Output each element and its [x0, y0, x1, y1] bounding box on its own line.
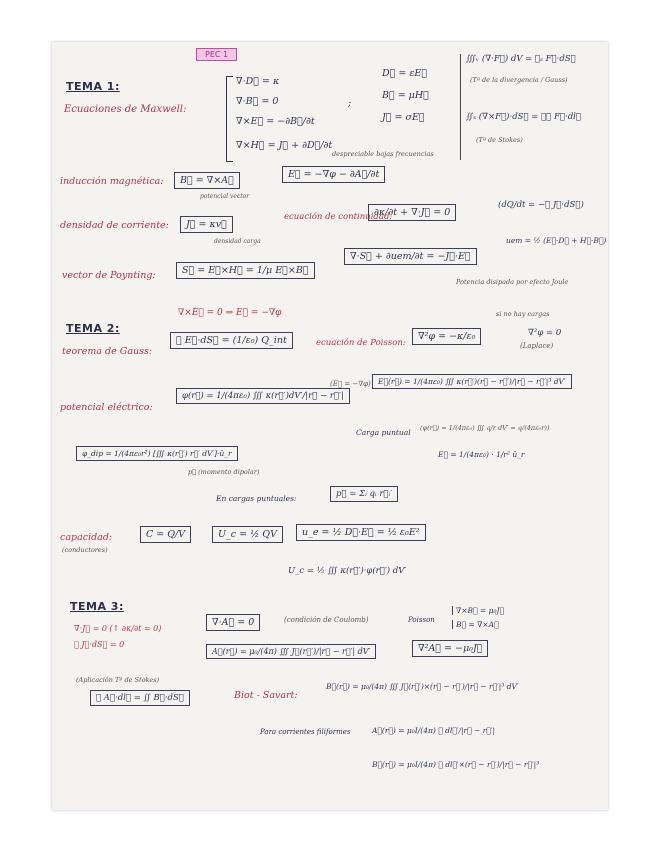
constitutive-3: J⃗ = σE⃗ [382, 112, 425, 123]
poynting-eq: S⃗ = E⃗×H⃗ = 1/μ E⃗×B⃗ [176, 262, 315, 279]
constitutive-1: D⃗ = εE⃗ [382, 68, 428, 79]
poynting-label: vector de Poynting: [62, 270, 156, 281]
induccion-label: inducción magnética: [60, 176, 164, 187]
maxwell-eq-3: ∇×E⃗ = −∂B⃗/∂t [236, 116, 315, 127]
densidad-carga-note: densidad carga [214, 238, 261, 245]
divider-line [460, 54, 461, 160]
poisson-a-eq: ∇²A⃗ = −μ₀J⃗ [412, 640, 488, 657]
maxwell-bracket [226, 76, 233, 162]
tema1-title: TEMA 1: [66, 80, 120, 93]
puntuales-eq: p⃗ = Σᵢ qᵢ r⃗ᵢ′ [330, 486, 398, 502]
gauss-theorem-note: (Tª de la divergencia / Gauss) [470, 76, 568, 84]
dipolo-eq: φ_dip = 1/(4πε₀r²) [∭ κ(r⃗′) r⃗′ dV′]·û_r [76, 446, 238, 461]
div-j-eq: ∇·J⃗ = 0 (↑ ∂κ/∂t = 0) [74, 624, 162, 633]
potencial-eq: φ(r⃗) = 1/(4πε₀) ∭ κ(r⃗′)dV′/|r⃗ − r⃗′| [176, 388, 350, 404]
stokes-theorem: ∬ₛ (∇×F⃗)·dS⃗ = ∮꜀ F⃗·dl⃗ [466, 112, 581, 122]
densidad-eq: J⃗ = κv⃗ [180, 216, 233, 233]
filiformes-a-eq: A⃗(r⃗) = μ₀I/(4π) ∮ dl⃗′/|r⃗ − r⃗′| [372, 726, 496, 735]
potencial-label: potencial eléctrico: [60, 402, 153, 413]
flux-j-eq: ∯ J⃗·dS⃗ = 0 [74, 640, 125, 649]
tema2-title: TEMA 2: [66, 322, 120, 335]
maxwell-eq-2: ∇·B⃗ = 0 [236, 96, 279, 107]
poisson-label: ecuación de Poisson: [316, 338, 406, 348]
maxwell-eq-1: ∇·D⃗ = κ [236, 76, 280, 87]
stokes-application-eq: ∮ A⃗·dl⃗ = ∬ B⃗·dS⃗ [90, 690, 190, 706]
gauss-label: teorema de Gauss: [62, 346, 153, 357]
coulomb-eq: ∇·A⃗ = 0 [206, 614, 260, 631]
rot-zero-eq: ∇×E⃗ = 0 ⇒ E⃗ = −∇φ [178, 308, 282, 318]
poynting-balance-eq: ∇·S⃗ + ∂uem/∂t = −J⃗·E⃗ [344, 248, 477, 265]
maxwell-eq-4: ∇×H⃗ = J⃗ + ∂D⃗/∂t [236, 140, 333, 151]
induccion-eq: B⃗ = ∇×A⃗ [174, 172, 240, 189]
no-charge-note: si no hay cargas [496, 310, 550, 318]
potencial-vector-note: potencial vector [200, 193, 250, 200]
pec-badge: PEC 1 [196, 48, 237, 61]
stokes-application-note: (Aplicación Tª de Stokes) [76, 676, 160, 684]
filiformes-label: Para corrientes filiformes [260, 728, 351, 736]
energia-eq: U_c = ½ QV [212, 526, 283, 543]
continuidad-integral: (dQ/dt = −∯ J⃗·dS⃗) [498, 200, 584, 210]
laplace-eq: ∇²φ = 0 [528, 328, 562, 338]
laplace-note: (Laplace) [520, 342, 554, 350]
capacidad-label: capacidad: [60, 532, 113, 543]
puntuales-label: En cargas puntuales: [216, 494, 297, 503]
capacidad-eq: C = Q/V [140, 526, 191, 543]
arrow-note: (E⃗ = −∇φ) [330, 380, 371, 388]
stokes-theorem-note: (Tª de Stokes) [476, 136, 523, 144]
maxwell-note: despreciable bajas frecuencias [332, 150, 434, 158]
carga-puntual-label: Carga puntual [356, 428, 411, 437]
maxwell-label: Ecuaciones de Maxwell: [64, 104, 187, 115]
coulomb-note: (condición de Coulomb) [284, 616, 369, 624]
poisson-word: Poisson [408, 616, 435, 624]
carga-puntual-e: E⃗ = 1/(4πε₀) · 1/r² û_r [438, 450, 525, 459]
continuidad-label: ecuación de continuidad: [284, 212, 393, 222]
dipolo-note: p⃗ (momento dipolar) [188, 468, 260, 476]
densidad-label: densidad de corriente: [60, 220, 169, 231]
tema3-title: TEMA 3: [70, 600, 124, 613]
constitutive-2: B⃗ = μH⃗ [382, 90, 429, 101]
gauss-theorem: ∭ᵥ (∇·F⃗) dV = ∯ₛ F⃗·dS⃗ [466, 54, 576, 64]
semicolon: ; [348, 98, 352, 109]
filiformes-b-eq: B⃗(r⃗) = μ₀I/(4π) ∮ dl⃗′×(r⃗ − r⃗′)/|r⃗ − r⃗′|³ [372, 760, 540, 769]
biot-label: Biot - Savart: [234, 690, 298, 701]
poisson-system-2: B⃗ = ∇×A⃗ [452, 620, 499, 629]
gauss-eq: ∯ E⃗·dS⃗ = (1/ε₀) Q_int [170, 332, 293, 349]
poisson-system-1: ∇×B⃗ = μ₀J⃗ [452, 606, 504, 615]
e-integral-eq: E⃗(r⃗) = 1/(4πε₀) ∭ κ(r⃗′)(r⃗ − r⃗′)/|r⃗ − r⃗′|³ dV′ [372, 374, 572, 389]
joule-note: Potencia disipada por efecto Joule [456, 278, 569, 286]
carga-puntual-eq: (φ(r⃗) = 1/(4πε₀) ∭ q/r dV′ = q/(4πε₀r)) [420, 424, 550, 432]
densidad-energia-eq: u_e = ½ D⃗·E⃗ = ½ ε₀E² [296, 524, 426, 541]
poisson-eq: ∇²φ = −κ/ε₀ [412, 328, 481, 345]
biot-eq: B⃗(r⃗) = μ₀/(4π) ∭ J⃗(r⃗′)×(r⃗ − r⃗′)/|r⃗ − r⃗′|³ dV′ [326, 682, 519, 691]
a-integral-eq: A⃗(r⃗) = μ₀/(4π) ∭ J⃗(r⃗′)/|r⃗ − r⃗′| dV′ [206, 644, 376, 659]
energia-integral-eq: U_c = ½ ∭ κ(r⃗′)·φ(r⃗′) dV′ [288, 566, 407, 576]
e-field-eq: E⃗ = −∇φ − ∂A⃗/∂t [282, 166, 385, 183]
uem-eq: uem = ½ (E⃗·D⃗ + H⃗·B⃗) [506, 236, 607, 245]
capacidad-note: (conductores) [62, 546, 108, 554]
continuidad-eq: ∂κ/∂t + ∇·J⃗ = 0 [368, 204, 456, 221]
